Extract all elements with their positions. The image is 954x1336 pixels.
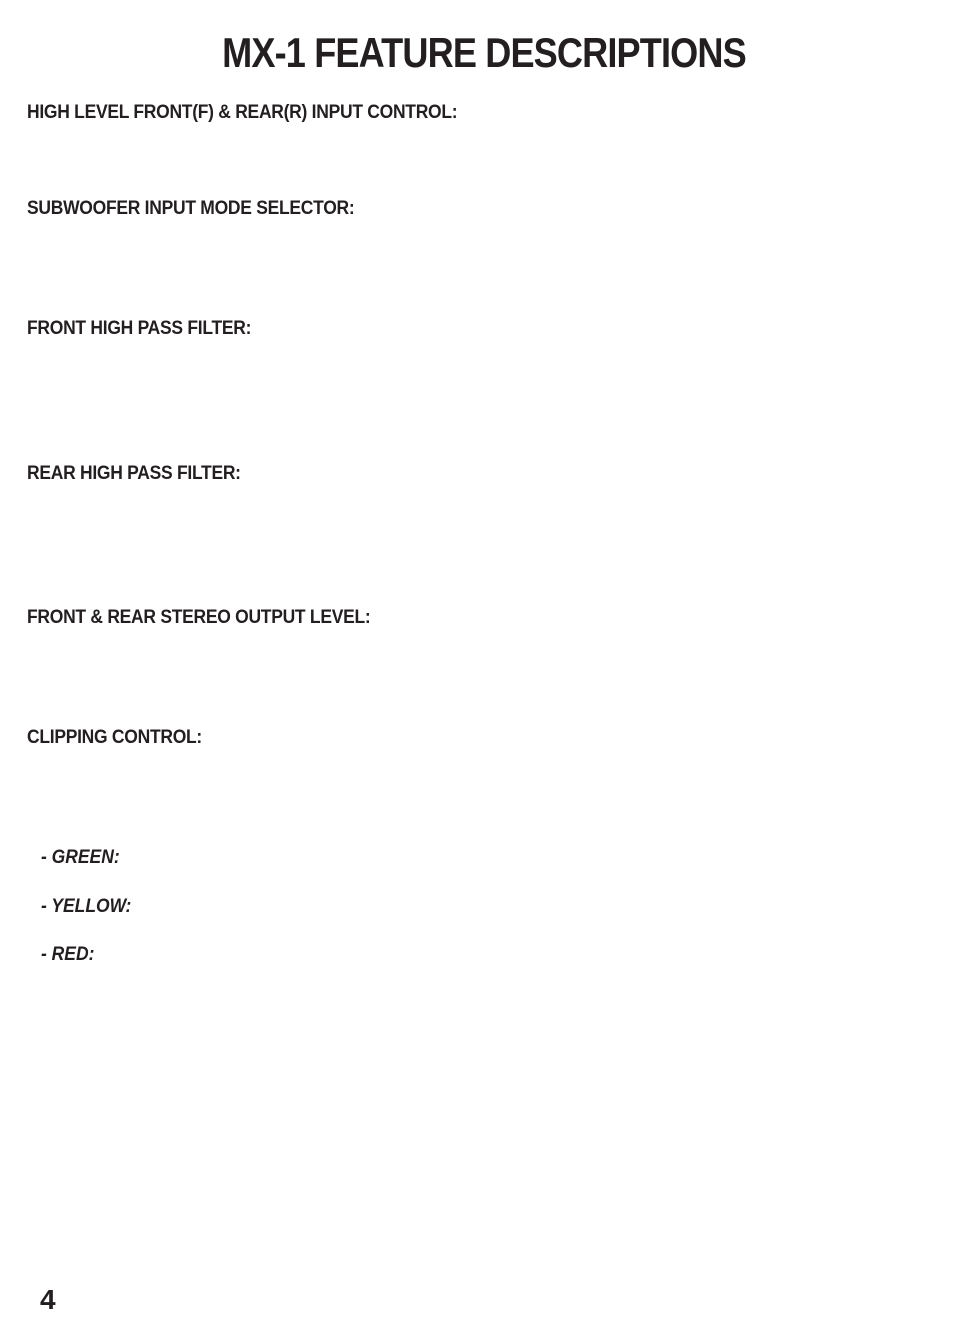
clipping-indicator-green: - GREEN: [41,847,120,868]
clipping-indicator-red: - RED: [41,944,95,965]
section-heading-rear-high-pass: REAR HIGH PASS FILTER: [27,463,241,484]
section-heading-input-control: HIGH LEVEL FRONT(F) & REAR(R) INPUT CONTROL: [27,102,458,123]
page-number: 4 [40,1284,56,1315]
section-heading-stereo-output-level: FRONT & REAR STEREO OUTPUT LEVEL: [27,607,371,628]
section-heading-front-high-pass: FRONT HIGH PASS FILTER: [27,318,252,339]
page-title: MX-1 FEATURE DESCRIPTIONS [222,29,746,76]
clipping-indicator-yellow: - YELLOW: [41,896,132,917]
section-heading-subwoofer-input-mode: SUBWOOFER INPUT MODE SELECTOR: [27,198,355,219]
section-heading-clipping-control: CLIPPING CONTROL: [27,727,202,748]
